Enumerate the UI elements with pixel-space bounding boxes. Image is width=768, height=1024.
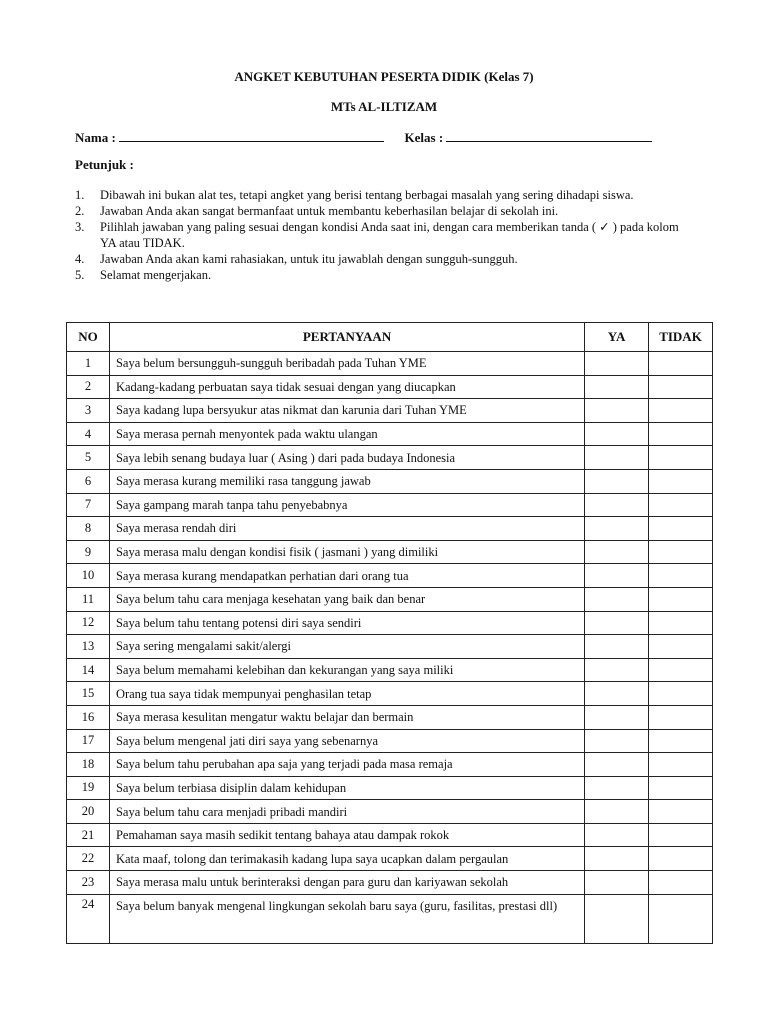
question-number: 13	[67, 635, 110, 659]
question-text: Saya gampang marah tanpa tahu penyebabnya	[109, 493, 584, 517]
table-row	[67, 682, 713, 706]
tidak-answer-cell[interactable]	[649, 375, 713, 399]
table-row	[67, 611, 713, 635]
table-row	[67, 493, 713, 517]
tidak-answer-cell[interactable]	[649, 753, 713, 777]
question-number: 9	[67, 540, 110, 564]
questionnaire-table	[66, 322, 713, 944]
question-number: 10	[67, 564, 110, 588]
table-header-row	[67, 323, 713, 352]
question-text: Pemahaman saya masih sedikit tentang bahaya atau dampak rokok	[109, 823, 584, 847]
question-number: 6	[67, 469, 110, 493]
instruction-item: 1. Dibawah ini bukan alat tes, tetapi angket yang berisi tentang berbagai masalah yang sering dihadapi siswa.	[75, 188, 634, 202]
question-text: Saya belum tahu tentang potensi diri saya sendiri	[109, 611, 584, 635]
tidak-answer-cell[interactable]	[649, 611, 713, 635]
tidak-answer-cell[interactable]	[649, 871, 713, 895]
ya-answer-cell[interactable]	[585, 399, 649, 423]
question-number: 5	[67, 446, 110, 470]
tidak-answer-cell[interactable]	[649, 352, 713, 376]
table-row	[67, 635, 713, 659]
question-text: Kata maaf, tolong dan terimakasih kadang lupa saya ucapkan dalam pergaulan	[109, 847, 584, 871]
question-number: 1	[67, 352, 110, 376]
tidak-answer-cell[interactable]	[649, 682, 713, 706]
question-number: 8	[67, 517, 110, 541]
tidak-answer-cell[interactable]	[649, 493, 713, 517]
question-number: 12	[67, 611, 110, 635]
table-row	[67, 800, 713, 824]
question-text: Saya merasa kurang memiliki rasa tanggung jawab	[109, 469, 584, 493]
table-row	[67, 422, 713, 446]
question-number: 24	[67, 894, 110, 943]
question-text: Saya belum tahu cara menjaga kesehatan yang baik dan benar	[109, 587, 584, 611]
question-text: Saya belum mengenal jati diri saya yang sebenarnya	[109, 729, 584, 753]
ya-answer-cell[interactable]	[585, 422, 649, 446]
ya-answer-cell[interactable]	[585, 517, 649, 541]
ya-answer-cell[interactable]	[585, 587, 649, 611]
tidak-answer-cell[interactable]	[649, 564, 713, 588]
ya-answer-cell[interactable]	[585, 729, 649, 753]
tidak-answer-cell[interactable]	[649, 469, 713, 493]
tidak-answer-cell[interactable]	[649, 540, 713, 564]
tidak-answer-cell[interactable]	[649, 847, 713, 871]
table-row	[67, 658, 713, 682]
ya-answer-cell[interactable]	[585, 753, 649, 777]
question-text: Saya belum tahu cara menjadi pribadi mandiri	[109, 800, 584, 824]
question-number: 23	[67, 871, 110, 895]
question-number: 16	[67, 705, 110, 729]
question-number: 21	[67, 823, 110, 847]
question-text: Saya kadang lupa bersyukur atas nikmat dan karunia dari Tuhan YME	[109, 399, 584, 423]
question-number: 17	[67, 729, 110, 753]
ya-answer-cell[interactable]	[585, 469, 649, 493]
header-question: PERTANYAAN	[109, 323, 584, 352]
question-text: Saya belum memahami kelebihan dan kekurangan yang saya miliki	[109, 658, 584, 682]
table-row	[67, 823, 713, 847]
tidak-answer-cell[interactable]	[649, 729, 713, 753]
ya-answer-cell[interactable]	[585, 375, 649, 399]
ya-answer-cell[interactable]	[585, 800, 649, 824]
question-text: Saya belum bersungguh-sungguh beribadah pada Tuhan YME	[109, 352, 584, 376]
tidak-answer-cell[interactable]	[649, 658, 713, 682]
ya-answer-cell[interactable]	[585, 564, 649, 588]
table-row	[67, 469, 713, 493]
header-tidak: TIDAK	[649, 323, 713, 352]
ya-answer-cell[interactable]	[585, 705, 649, 729]
ya-answer-cell[interactable]	[585, 446, 649, 470]
tidak-answer-cell[interactable]	[649, 823, 713, 847]
question-text: Saya sering mengalami sakit/alergi	[109, 635, 584, 659]
ya-answer-cell[interactable]	[585, 658, 649, 682]
question-text: Saya merasa kurang mendapatkan perhatian dari orang tua	[109, 564, 584, 588]
name-blank[interactable]	[119, 129, 384, 142]
name-label: Nama :	[75, 130, 116, 145]
question-text: Kadang-kadang perbuatan saya tidak sesuai dengan yang diucapkan	[109, 375, 584, 399]
tidak-answer-cell[interactable]	[649, 587, 713, 611]
ya-answer-cell[interactable]	[585, 776, 649, 800]
table-row	[67, 894, 713, 943]
ya-answer-cell[interactable]	[585, 682, 649, 706]
table-row	[67, 399, 713, 423]
table-row	[67, 352, 713, 376]
table-row	[67, 753, 713, 777]
question-text: Saya belum banyak mengenal lingkungan sekolah baru saya (guru, fasilitas, prestasi dll)	[109, 894, 584, 943]
question-text: Saya merasa malu dengan kondisi fisik ( jasmani ) yang dimiliki	[109, 540, 584, 564]
ya-answer-cell[interactable]	[585, 847, 649, 871]
question-number: 4	[67, 422, 110, 446]
table-row	[67, 564, 713, 588]
tidak-answer-cell[interactable]	[649, 800, 713, 824]
table-row	[67, 517, 713, 541]
tidak-answer-cell[interactable]	[649, 894, 713, 943]
question-number: 15	[67, 682, 110, 706]
ya-answer-cell[interactable]	[585, 540, 649, 564]
table-row	[67, 540, 713, 564]
header-ya: YA	[585, 323, 649, 352]
question-text: Saya merasa kesulitan mengatur waktu belajar dan bermain	[109, 705, 584, 729]
question-text: Orang tua saya tidak mempunyai penghasilan tetap	[109, 682, 584, 706]
class-blank[interactable]	[446, 129, 652, 142]
school-name: MTs AL-ILTIZAM	[330, 99, 438, 114]
ya-answer-cell[interactable]	[585, 493, 649, 517]
question-text: Saya merasa malu untuk berinteraksi dengan para guru dan kariyawan sekolah	[109, 871, 584, 895]
document-title: ANGKET KEBUTUHAN PESERTA DIDIK (Kelas 7)	[234, 69, 534, 84]
question-number: 20	[67, 800, 110, 824]
table-row	[67, 375, 713, 399]
header-no: NO	[67, 323, 110, 352]
ya-answer-cell[interactable]	[585, 871, 649, 895]
tidak-answer-cell[interactable]	[649, 446, 713, 470]
instruction-item: 5. Selamat mengerjakan.	[75, 268, 212, 282]
ya-answer-cell[interactable]	[585, 352, 649, 376]
question-text: Saya merasa pernah menyontek pada waktu ulangan	[109, 422, 584, 446]
question-text: Saya belum tahu perubahan apa saja yang terjadi pada masa remaja	[109, 753, 584, 777]
question-text: Saya lebih senang budaya luar ( Asing ) dari pada budaya Indonesia	[109, 446, 584, 470]
table-row	[67, 729, 713, 753]
identity-line	[75, 129, 652, 146]
ya-answer-cell[interactable]	[585, 894, 649, 943]
table-row	[67, 446, 713, 470]
ya-answer-cell[interactable]	[585, 635, 649, 659]
instruction-item: 4. Jawaban Anda akan kami rahasiakan, untuk itu jawablah dengan sungguh-sungguh.	[75, 252, 518, 266]
tidak-answer-cell[interactable]	[649, 399, 713, 423]
question-number: 19	[67, 776, 110, 800]
table-row	[67, 705, 713, 729]
instruction-item: 3. Pilihlah jawaban yang paling sesuai dengan kondisi Anda saat ini, dengan cara memberikan tanda ( ✓ ) pada kolom YA atau TIDAK.	[75, 220, 679, 250]
tidak-answer-cell[interactable]	[649, 635, 713, 659]
question-text: Saya belum terbiasa disiplin dalam kehidupan	[109, 776, 584, 800]
tidak-answer-cell[interactable]	[649, 705, 713, 729]
question-number: 7	[67, 493, 110, 517]
question-number: 3	[67, 399, 110, 423]
tidak-answer-cell[interactable]	[649, 517, 713, 541]
question-number: 2	[67, 375, 110, 399]
class-label: Kelas :	[404, 130, 444, 145]
question-number: 22	[67, 847, 110, 871]
table-row	[67, 587, 713, 611]
instruction-item: 2. Jawaban Anda akan sangat bermanfaat untuk membantu keberhasilan belajar di sekolah ini.	[75, 204, 559, 218]
question-number: 11	[67, 587, 110, 611]
table-row	[67, 776, 713, 800]
table-row	[67, 847, 713, 871]
question-number: 18	[67, 753, 110, 777]
instructions-list	[75, 187, 695, 283]
question-text: Saya merasa rendah diri	[109, 517, 584, 541]
tidak-answer-cell[interactable]	[649, 422, 713, 446]
table-row	[67, 871, 713, 895]
question-number: 14	[67, 658, 110, 682]
tidak-answer-cell[interactable]	[649, 776, 713, 800]
ya-answer-cell[interactable]	[585, 611, 649, 635]
ya-answer-cell[interactable]	[585, 823, 649, 847]
instructions-heading: Petunjuk :	[75, 157, 134, 172]
